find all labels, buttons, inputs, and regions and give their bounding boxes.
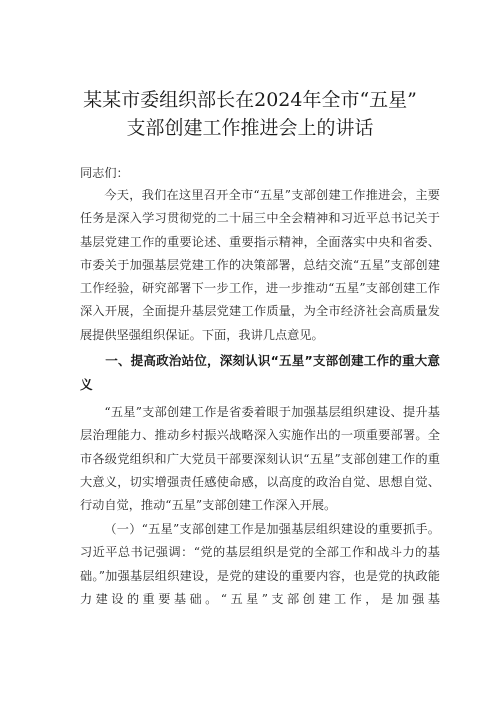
- salutation: 同志们：: [80, 166, 129, 180]
- document-title-line-2: 支部创建工作推进会上的讲话: [126, 117, 374, 139]
- paragraph-opening: 今天，我们在这里召开全市“五星”支部创建工作推进会，主要任务是深入学习贯彻党的二十届三中全会精神和习近平总书记关于基层党建工作的重要论述、重要指示精神，全面落实中央和省委、市委关于加强基层党建工作的决策部署，总结交流“五星”支部创建工作经验，研究部署下一步工作，进一步推动“五星”支部创建工作深入开展，全面提升基层党建工作质量，为全市经济社会高质量发展提供坚强组织保证。下面，我讲几点意见。: [80, 188, 440, 342]
- paragraph-subsection-1: （一）“五星”支部创建工作是加强基层组织建设的重要抓手。习近平总书记强调：“党的基层组织是党的全部工作和战斗力的基础。”加强基层组织建设，是党的建设的重要内容，也是党的执政能力建设的重要基础。“五星”支部创建工作，是加强基: [80, 522, 440, 606]
- paragraph-significance: “五星”支部创建工作是省委着眼于加强基层组织建设、提升基层治理能力、推动乡村振兴战略深入实施作出的一项重要部署。全市各级党组织和广大党员干部要深刻认识“五星”支部创建工作的重大意义，切实增强责任感使命感，以高度的政治自觉、思想自觉、行动自觉，推动“五星”支部创建工作深入开展。: [80, 405, 440, 513]
- document-title-line-1: 某某市委组织部长在2024年全市“五星”: [83, 89, 417, 111]
- section-heading-1: 一、提高政治站位，深刻认识“五星”支部创建工作的重大意义: [80, 353, 440, 392]
